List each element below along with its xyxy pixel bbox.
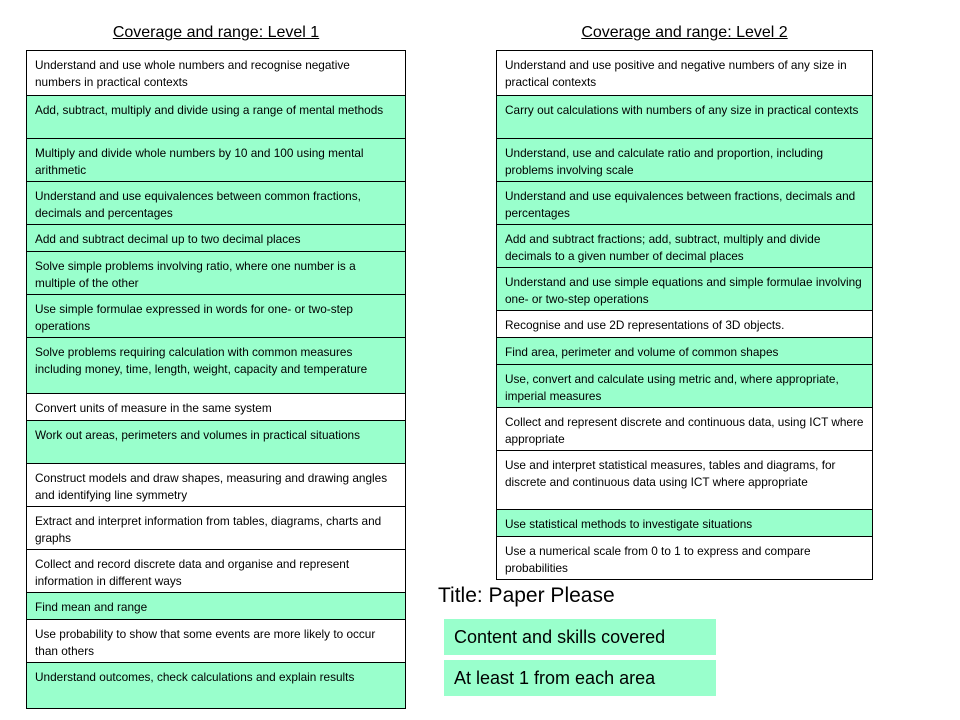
level1-item	[26, 50, 406, 96]
level1-item-text: Construct models and draw shapes, measuring and drawing angles and identifying line symmetry	[35, 471, 388, 502]
level2-item	[496, 181, 873, 225]
level2-item	[496, 536, 873, 580]
level2-item	[496, 224, 873, 268]
level1-item	[26, 224, 406, 252]
level2-item-text: Add and subtract fractions; add, subtract, multiply and divide decimals to a given number of decimal places	[505, 232, 821, 263]
level2-item-text: Use and interpret statistical measures, tables and diagrams, for discrete and continuous data using ICT where appropriate	[505, 458, 836, 489]
level1-item-text: Convert units of measure in the same system	[35, 401, 272, 415]
level1-item-text: Understand and use whole numbers and recognise negative numbers in practical contexts	[35, 58, 350, 89]
level1-item-text: Use simple formulae expressed in words for one- or two-step operations	[35, 302, 353, 333]
level2-item-text: Recognise and use 2D representations of 3D objects.	[505, 318, 785, 332]
level2-item-text: Understand and use positive and negative numbers of any size in practical contexts	[505, 58, 847, 89]
level1-item-text: Use probability to show that some events are more likely to occur than others	[35, 627, 376, 658]
level1-item	[26, 549, 406, 593]
key-at-least-one: At least 1 from each area	[444, 660, 716, 696]
level2-list	[496, 51, 873, 580]
level2-item-text: Find area, perimeter and volume of common shapes	[505, 345, 779, 359]
level2-item	[496, 50, 873, 96]
level1-item	[26, 95, 406, 139]
level2-item-text: Use a numerical scale from 0 to 1 to express and compare probabilities	[505, 544, 811, 575]
level2-heading: Coverage and range: Level 2	[581, 24, 788, 41]
level2-item	[496, 450, 873, 510]
level1-item-text: Multiply and divide whole numbers by 10 and 100 using mental arithmetic	[35, 146, 364, 177]
level1-item	[26, 463, 406, 507]
level1-item-text: Work out areas, perimeters and volumes in practical situations	[35, 428, 360, 442]
level1-item	[26, 592, 406, 620]
level1-item-text: Extract and interpret information from tables, diagrams, charts and graphs	[35, 514, 382, 545]
level1-item	[26, 420, 406, 464]
level2-item	[496, 138, 873, 182]
level1-item-text: Understand outcomes, check calculations and explain results	[35, 670, 355, 684]
level2-item-text: Use, convert and calculate using metric and, where appropriate, imperial measures	[505, 372, 839, 403]
level2-item-text: Understand, use and calculate ratio and proportion, including problems involving scale	[505, 146, 824, 177]
level1-item	[26, 506, 406, 550]
level2-item-text: Carry out calculations with numbers of any size in practical contexts	[505, 103, 859, 117]
level2-item	[496, 407, 873, 451]
level2-item-text: Understand and use equivalences between fractions, decimals and percentages	[505, 189, 856, 220]
level1-heading: Coverage and range: Level 1	[112, 24, 320, 41]
level1-item	[26, 251, 406, 295]
level2-item	[496, 509, 873, 537]
level2-item	[496, 267, 873, 311]
level2-item-text: Collect and represent discrete and continuous data, using ICT where appropriate	[505, 415, 864, 446]
level2-item-text: Use statistical methods to investigate situations	[505, 517, 753, 531]
level1-item-text: Find mean and range	[35, 600, 148, 614]
level1-item	[26, 138, 406, 182]
level1-item	[26, 619, 406, 663]
level2-item	[496, 310, 873, 338]
level1-item-text: Add and subtract decimal up to two decimal places	[35, 232, 301, 246]
level1-list	[26, 51, 406, 709]
level2-item	[496, 364, 873, 408]
level1-item	[26, 662, 406, 709]
level1-item	[26, 294, 406, 338]
document-title: Title: Paper Please	[438, 584, 615, 607]
level1-item-text: Collect and record discrete data and organise and represent information in different ways	[35, 557, 350, 588]
level1-item-text: Add, subtract, multiply and divide using a range of mental methods	[35, 103, 384, 117]
level1-item-text: Understand and use equivalences between common fractions, decimals and percentages	[35, 189, 361, 220]
level1-item	[26, 393, 406, 421]
level2-item-text: Understand and use simple equations and simple formulae involving one- or two-step operations	[505, 275, 862, 306]
level1-item-text: Solve problems requiring calculation with common measures including money, time, length, weight, capacity and temperature	[35, 345, 368, 376]
level2-item	[496, 95, 873, 139]
level2-item	[496, 337, 873, 365]
key-content-covered: Content and skills covered	[444, 619, 716, 655]
level1-item	[26, 181, 406, 225]
level1-item	[26, 337, 406, 394]
level1-item-text: Solve simple problems involving ratio, where one number is a multiple of the other	[35, 259, 356, 290]
